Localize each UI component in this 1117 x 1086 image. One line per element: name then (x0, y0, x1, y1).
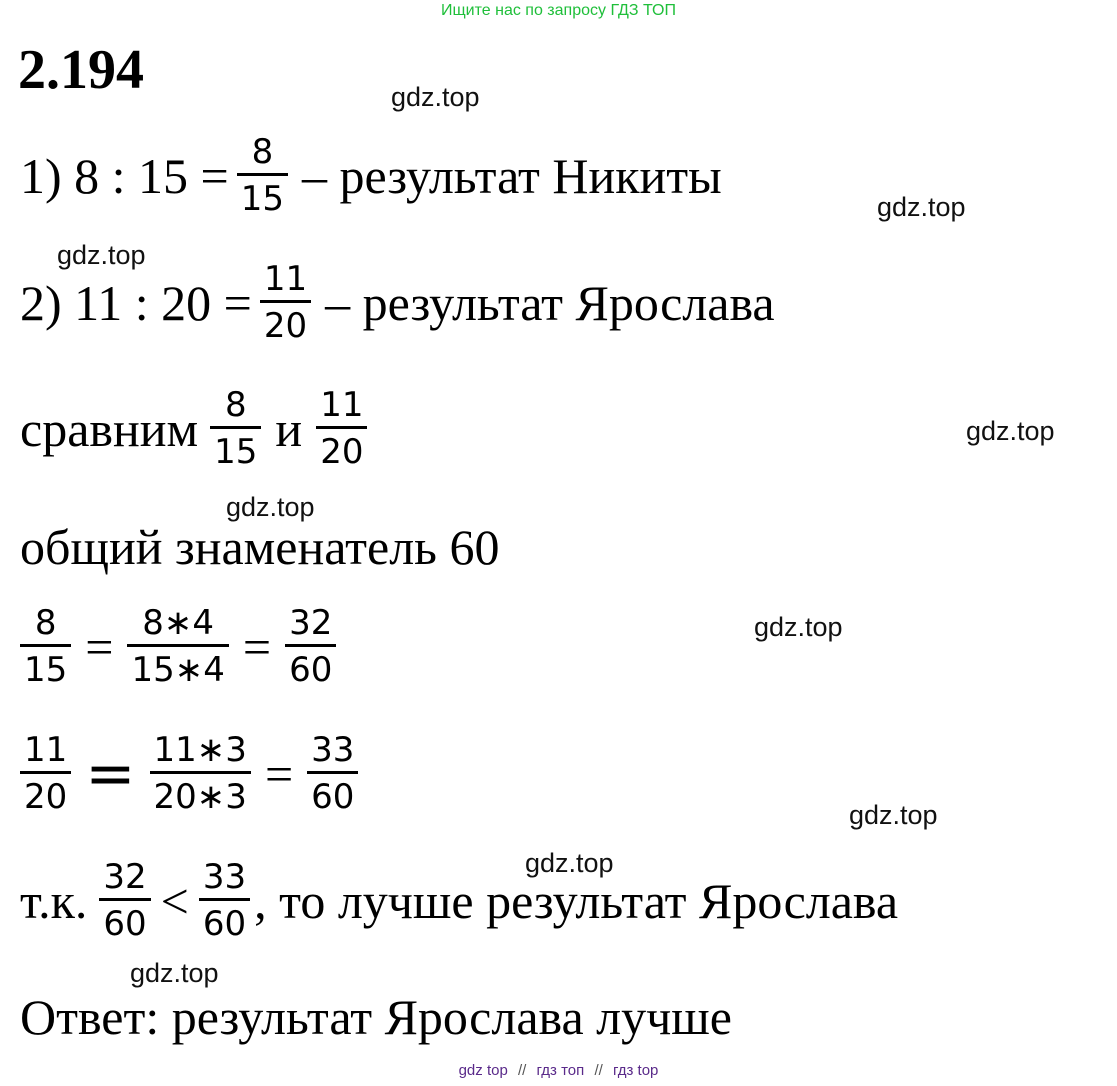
solution-line-2 (20, 259, 775, 346)
denominator: 60 (289, 650, 333, 690)
watermark: gdz.top (130, 958, 219, 988)
equals-sign: = (85, 618, 114, 675)
numerator: 11∗3 (153, 730, 247, 770)
watermark: gdz.top (57, 240, 146, 270)
denominator: 15 (24, 650, 68, 690)
line1-prefix: 1) 8 : 15 = (20, 147, 229, 204)
numerator: 33 (202, 857, 247, 897)
fraction (127, 603, 228, 690)
line1-suffix: – результат Никиты (302, 147, 722, 204)
denominator: 60 (202, 904, 247, 944)
answer-line: Ответ: результат Ярослава лучше (20, 989, 732, 1045)
watermark: gdz.top (525, 848, 614, 878)
numerator: 11 (320, 385, 364, 425)
footer-link[interactable]: gdz top (458, 1062, 508, 1079)
solution-line-1 (20, 132, 722, 219)
line2-prefix: 2) 11 : 20 = (20, 274, 252, 331)
numerator: 11 (24, 730, 68, 770)
footer-separator: // (517, 1062, 527, 1079)
numerator: 11 (263, 259, 308, 299)
fraction (316, 385, 367, 472)
numerator: 8 (251, 132, 274, 172)
denominator: 15 (240, 179, 285, 219)
task-number: 2.194 (18, 39, 144, 101)
watermark: gdz.top (226, 492, 315, 522)
fraction (20, 730, 71, 817)
line2-suffix: – результат Ярослава (325, 274, 775, 331)
equals-sign: = (242, 618, 272, 675)
watermark: gdz.top (849, 800, 938, 830)
denominator: 20 (24, 777, 68, 817)
common-denominator-line: общий знаменатель 60 (20, 519, 500, 575)
top-banner[interactable]: Ищите нас по запросу ГДЗ ТОП (441, 2, 676, 19)
conclusion-line (20, 857, 899, 944)
and-word: и (275, 400, 303, 457)
fraction (99, 857, 150, 944)
denominator: 20 (320, 432, 364, 472)
conclusion-prefix: т.к. (20, 872, 88, 929)
denominator: 60 (103, 904, 147, 944)
conversion-line-2 (20, 730, 362, 817)
watermark: gdz.top (391, 82, 480, 112)
footer-separator: // (594, 1062, 603, 1079)
numerator: 8 (224, 385, 247, 425)
denominator: 60 (311, 777, 355, 817)
denominator: 15 (214, 432, 258, 472)
fraction (285, 603, 336, 690)
footer-link[interactable]: гдз топ (536, 1062, 585, 1079)
conclusion-suffix: , то лучше результат Ярослава (254, 872, 899, 929)
watermark: gdz.top (966, 416, 1055, 446)
fraction (210, 385, 261, 472)
fraction (150, 730, 251, 817)
denominator: 20∗3 (153, 777, 247, 817)
fraction (20, 603, 71, 690)
numerator: 32 (289, 603, 333, 643)
footer-links (0, 1062, 1117, 1079)
compare-line (20, 385, 371, 472)
numerator: 33 (311, 730, 355, 770)
watermark: gdz.top (754, 612, 843, 642)
fraction (260, 259, 311, 346)
numerator: 8 (34, 603, 57, 643)
fraction (237, 132, 288, 219)
watermark: gdz.top (877, 192, 966, 222)
denominator: 20 (263, 306, 308, 346)
denominator: 15∗4 (131, 650, 225, 690)
equals-sign: = (264, 745, 294, 802)
fraction (307, 730, 358, 817)
fraction (199, 857, 250, 944)
conversion-line-1 (20, 603, 340, 690)
compare-word: сравним (20, 400, 199, 457)
numerator: 32 (103, 857, 147, 897)
equals-sign: = (85, 738, 136, 809)
footer-link[interactable]: гдз top (612, 1062, 659, 1079)
numerator: 8∗4 (142, 603, 215, 643)
less-than-sign: < (160, 872, 189, 929)
